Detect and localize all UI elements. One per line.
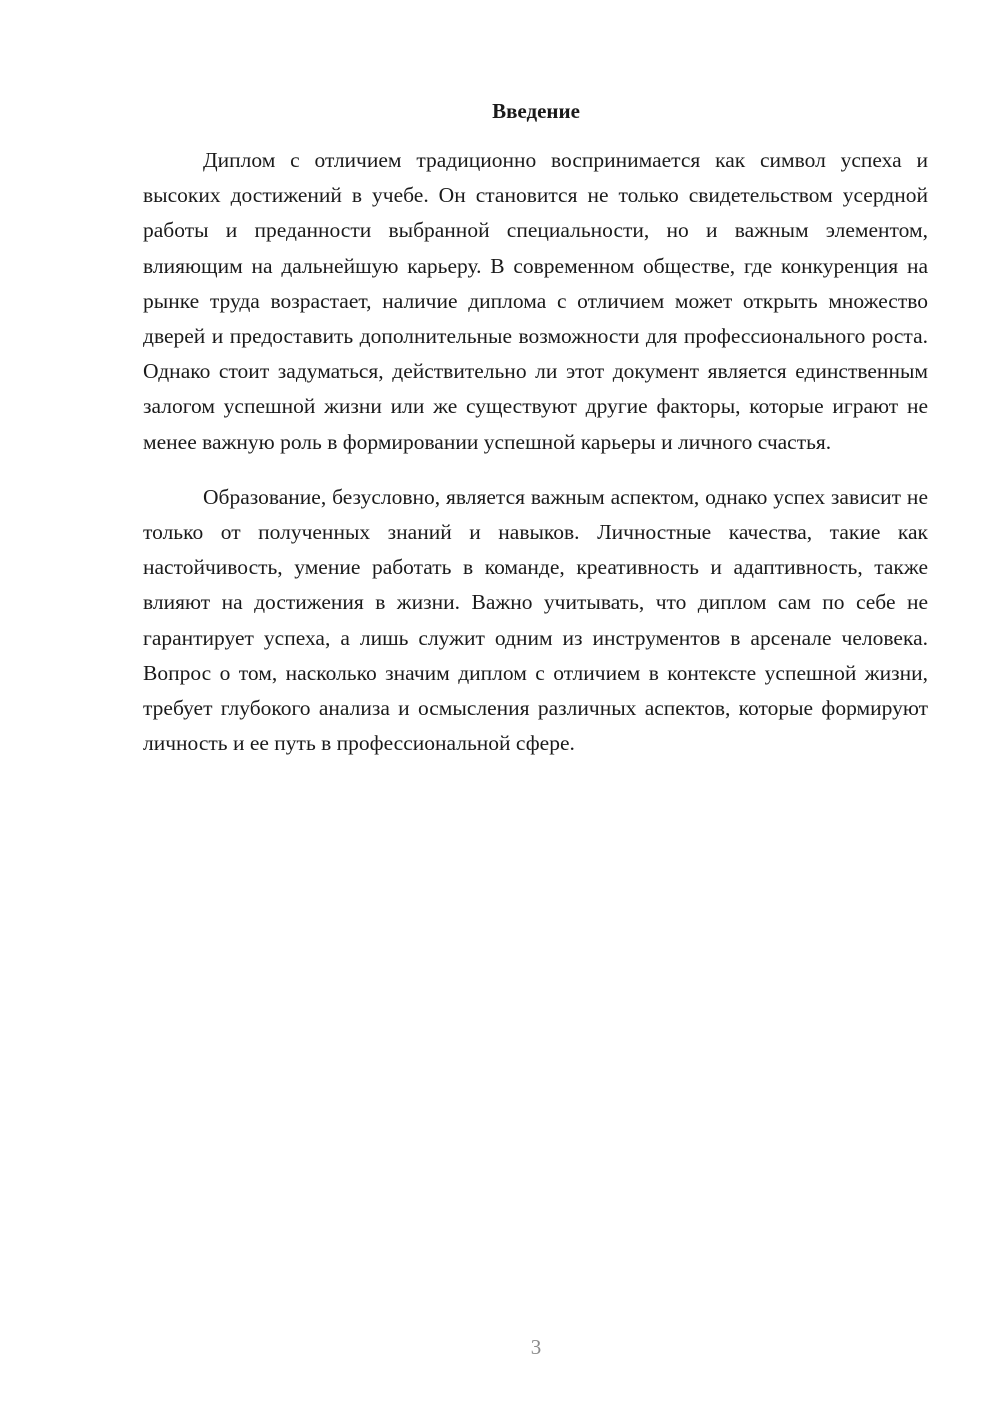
body-text <box>143 143 928 761</box>
paragraph-1: Диплом с отличием традиционно воспринимается как символ успеха и высоких достижений в учебе. Он становится не только свидетельством усердной работы и преданности выбранной специальности, но и важным элементом, влияющим на дальнейшую карьеру. В современном обществе, где конкуренция на рынке труда возрастает, наличие диплома с отличием может открыть множество дверей и предоставить дополнительные возможности для профессионального роста. Однако стоит задуматься, действительно ли этот документ является единственным залогом успешной жизни или же существуют другие факторы, которые играют не менее важную роль в формировании успешной карьеры и личного счастья. <box>143 148 928 454</box>
section-title: Введение <box>492 99 580 123</box>
paragraph-2: Образование, безусловно, является важным аспектом, однако успех зависит не только от полученных знаний и навыков. Личностные качества, такие как настойчивость, умение работать в команде, креативность и адаптивность, также влияют на достижения в жизни. Важно учитывать, что диплом сам по себе не гарантирует успеха, а лишь служит одним из инструментов в арсенале человека. Вопрос о том, насколько значим диплом с отличием в контексте успешной жизни, требует глубокого анализа и осмысления различных аспектов, которые формируют личность и ее путь в профессиональной сфере. <box>143 484 928 756</box>
page-number: 3 <box>530 1335 542 1359</box>
